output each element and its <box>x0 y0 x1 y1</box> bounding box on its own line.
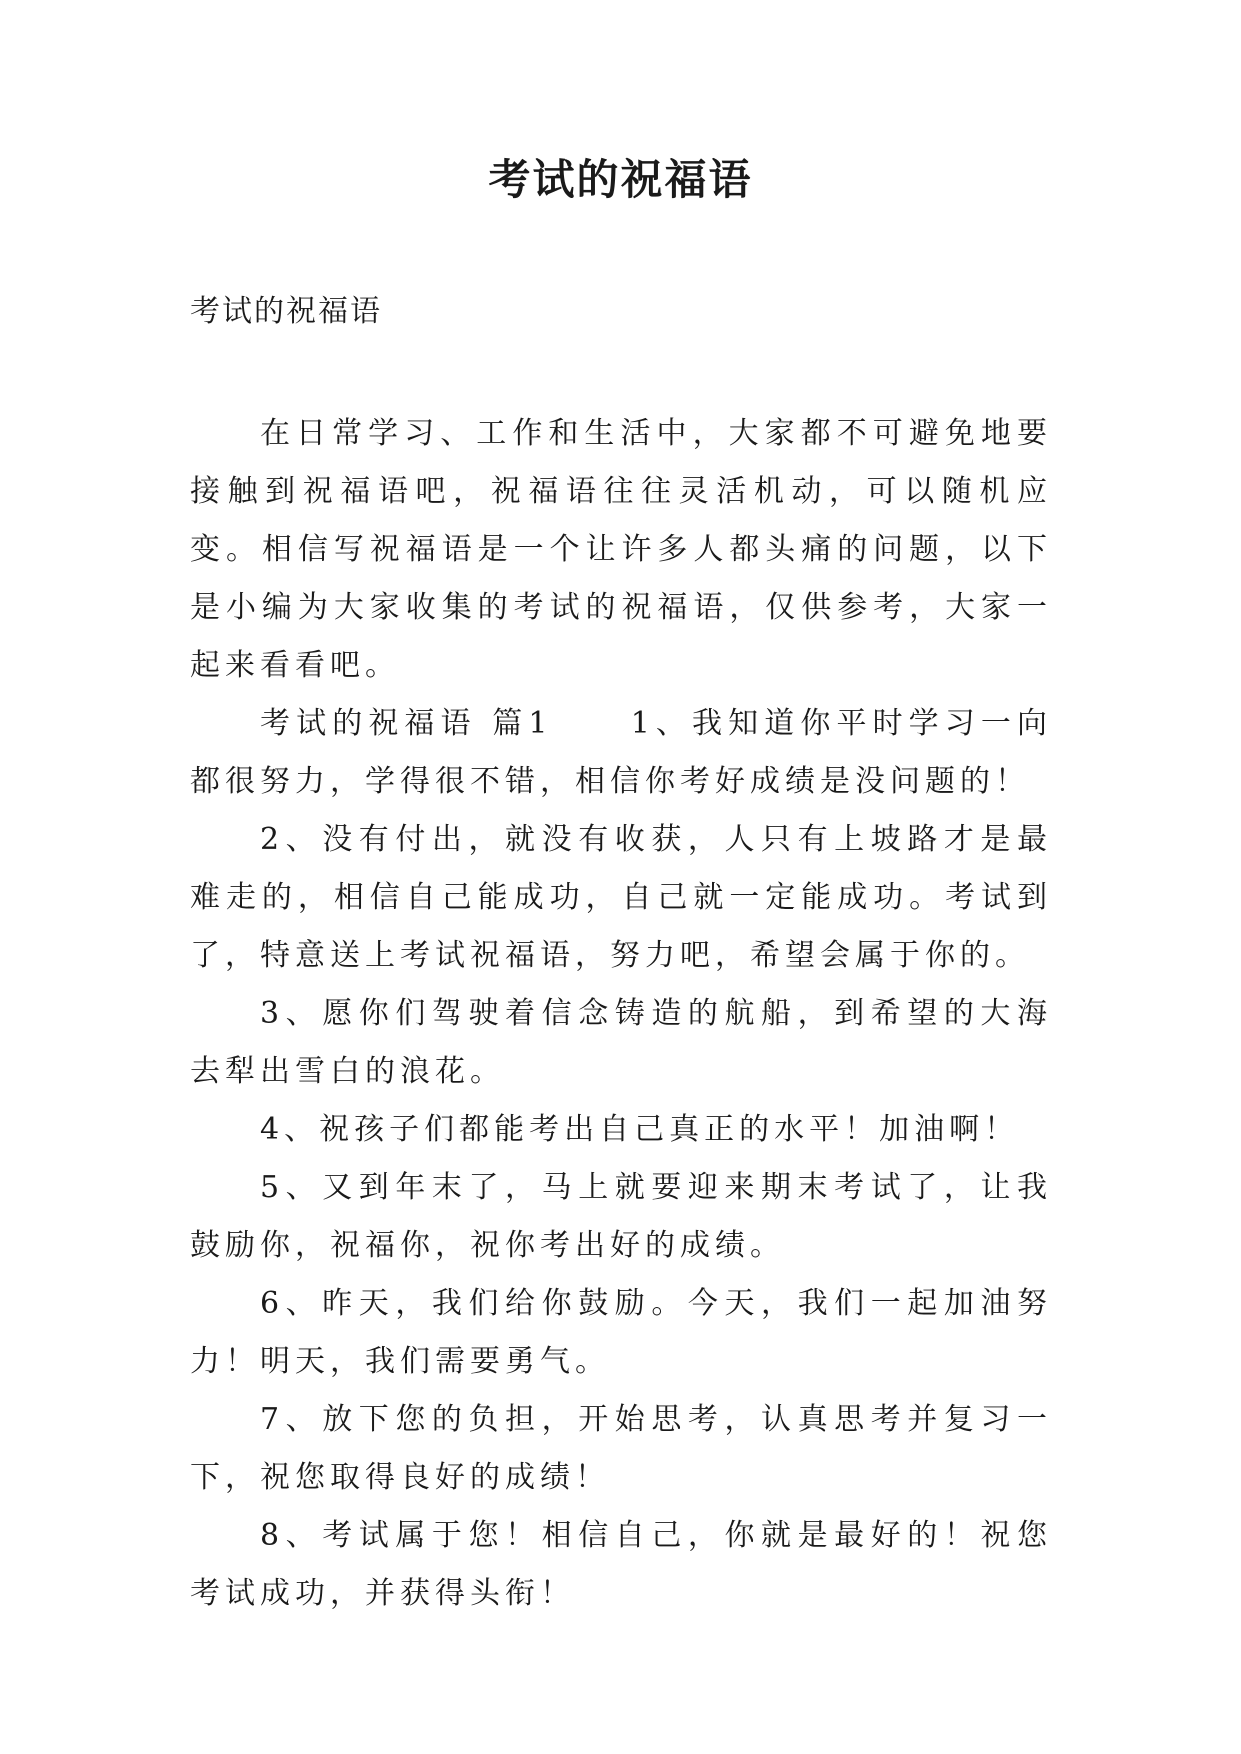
list-item: 8、考试属于您！相信自己，你就是最好的！祝您考试成功，并获得头衔！ <box>190 1518 1052 1611</box>
list-item: 2、没有付出，就没有收获，人只有上坡路才是最难走的，相信自己能成功，自己就一定能成功。考试到了，特意送上考试祝福语，努力吧，希望会属于你的。 <box>190 822 1052 973</box>
list-item: 4、祝孩子们都能考出自己真正的水平！加油啊！ <box>260 1112 1020 1147</box>
heading-gap <box>553 706 631 741</box>
document-title: 考试的祝福语 <box>488 155 753 204</box>
section-heading: 考试的祝福语 篇1 <box>260 706 553 741</box>
list-item: 6、昨天，我们给你鼓励。今天，我们一起加油努力！明天，我们需要勇气。 <box>190 1286 1052 1379</box>
list-item: 3、愿你们驾驶着信念铸造的航船，到希望的大海去犁出雪白的浪花。 <box>190 996 1052 1089</box>
list-item: 5、又到年末了，马上就要迎来期末考试了，让我鼓励你，祝福你，祝你考出好的成绩。 <box>190 1170 1052 1263</box>
document-body <box>190 405 1052 1623</box>
list-item: 1、我知道你平时学习一向都很努力，学得很不错，相信你考好成绩是没问题的！ <box>190 706 1053 799</box>
section-first-paragraph <box>190 695 1052 811</box>
intro-paragraph: 在日常学习、工作和生活中，大家都不可避免地要接触到祝福语吧，祝福语往往灵活机动，可以随机应变。相信写祝福语是一个让许多人都头痛的问题，以下是小编为大家收集的考试的祝福语，仅供参考，大家一起来看看吧。 <box>190 416 1052 683</box>
document-subtitle: 考试的祝福语 <box>190 294 382 329</box>
list-item: 7、放下您的负担，开始思考，认真思考并复习一下，祝您取得良好的成绩！ <box>190 1402 1052 1495</box>
